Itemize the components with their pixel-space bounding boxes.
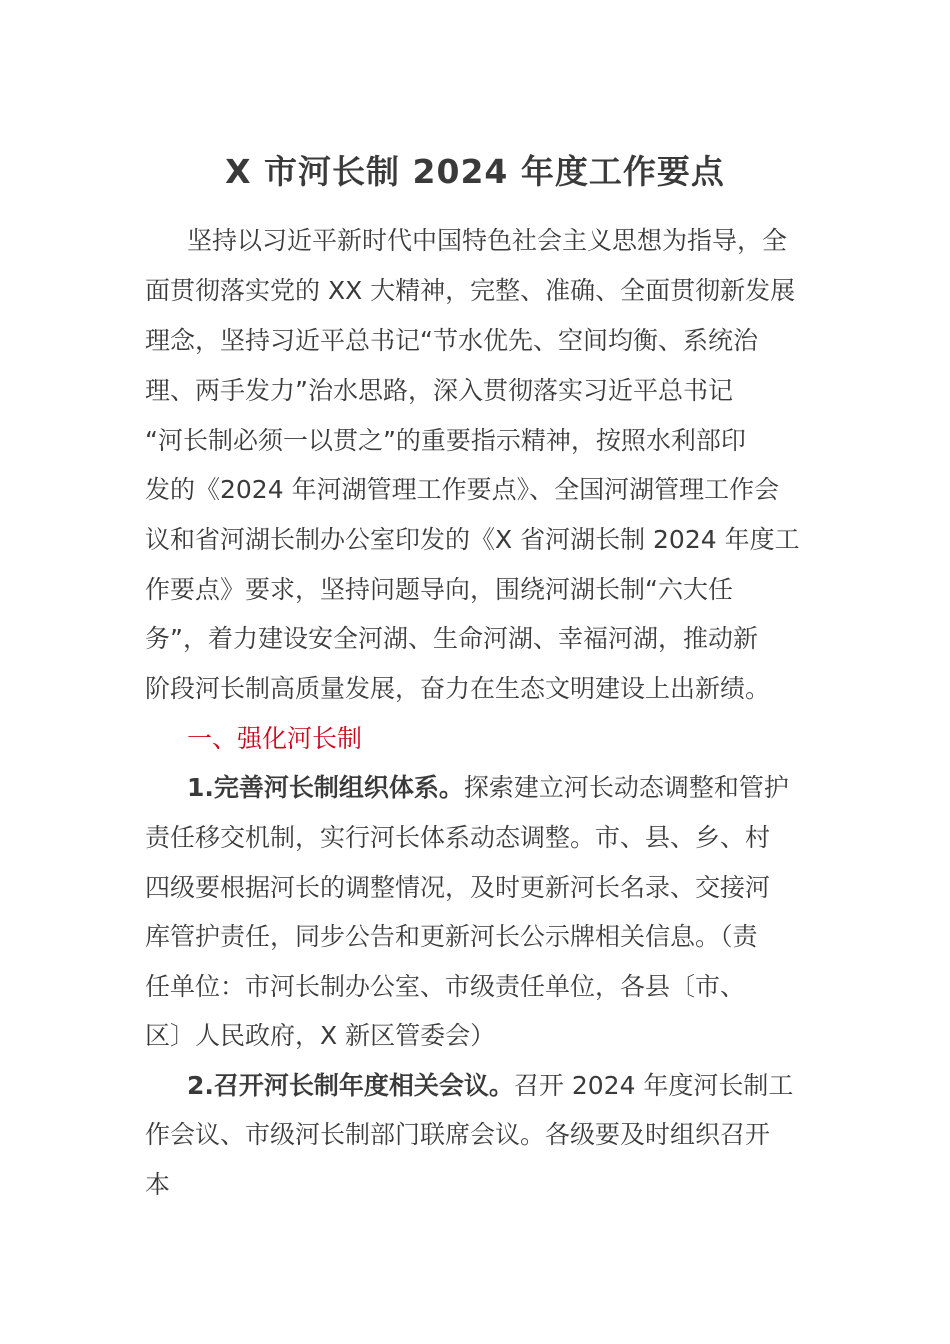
paragraph-line: 务”，着力建设安全河湖、生命河湖、幸福河湖，推动新: [145, 624, 758, 653]
document-title: X 市河长制 2024 年度工作要点: [225, 152, 725, 191]
paragraph-line: 作要点》要求，坚持问题导向，围绕河湖长制“六大任: [145, 575, 733, 604]
paragraph-line: 阶段河长制高质量发展，奋力在生态文明建设上出新绩。: [145, 674, 771, 703]
paragraph-line: “河长制必须一以贯之”的重要指示精神，按照水利部印: [145, 426, 746, 455]
paragraph-line: 理念，坚持习近平总书记“节水优先、空间均衡、系统治: [145, 326, 758, 355]
paragraph-line: 发的《2024 年河湖管理工作要点》、全国河湖管理工作会: [145, 475, 780, 504]
item-2-first-line: [187, 1066, 793, 1106]
item-1-first-line: [187, 768, 789, 808]
item-2-heading: 2.召开河长制年度相关会议。: [187, 1071, 514, 1100]
item-1-line: 库管护责任，同步公告和更新河长公示牌相关信息。（责: [145, 922, 758, 951]
item-2-line: 本: [145, 1170, 171, 1199]
paragraph-line: 议和省河湖长制办公室印发的《X 省河湖长制 2024 年度工: [145, 525, 800, 554]
item-1-text: 探索建立河长动态调整和管护: [463, 773, 789, 802]
paragraph-line: 理、两手发力”治水思路，深入贯彻落实习近平总书记: [145, 376, 733, 405]
item-1-line: 责任移交机制，实行河长体系动态调整。市、县、乡、村: [145, 823, 771, 852]
item-1-line: 区〕人民政府，X 新区管委会）: [145, 1021, 496, 1050]
paragraph-line: 坚持以习近平新时代中国特色社会主义思想为指导，全: [187, 226, 788, 255]
paragraph-line: 面贯彻落实党的 XX 大精神，完整、准确、全面贯彻新发展: [145, 276, 796, 305]
item-2-text: 召开 2024 年度河长制工: [513, 1071, 794, 1100]
item-1-line: 任单位：市河长制办公室、市级责任单位，各县〔市、: [145, 972, 746, 1001]
item-1-line: 四级要根据河长的调整情况，及时更新河长名录、交接河: [145, 873, 771, 902]
section-heading: 一、强化河长制: [187, 724, 363, 753]
item-1-heading: 1.完善河长制组织体系。: [187, 773, 464, 802]
item-2-line: 作会议、市级河长制部门联席会议。各级要及时组织召开: [145, 1120, 771, 1149]
